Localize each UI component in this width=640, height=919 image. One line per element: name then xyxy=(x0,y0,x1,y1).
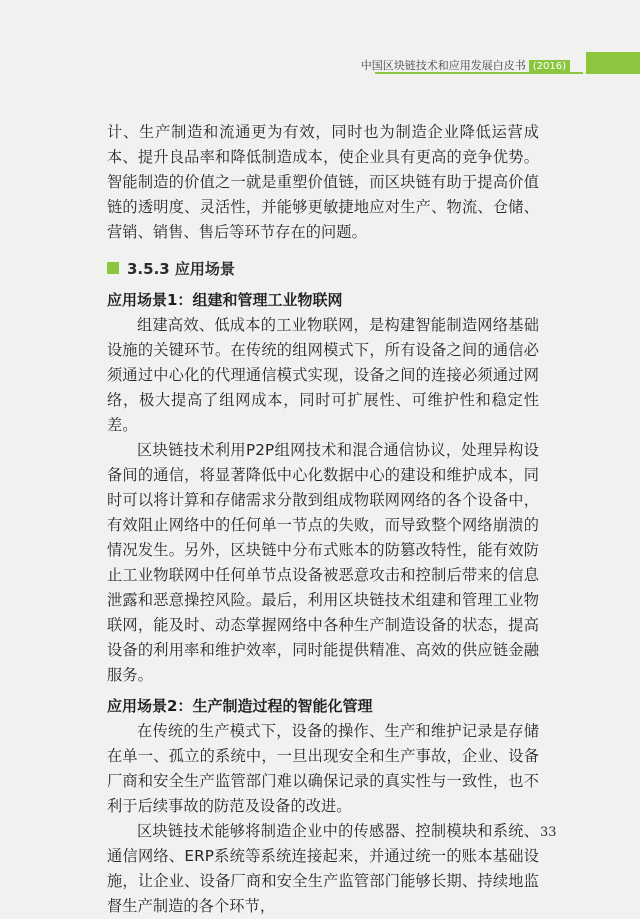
scenario-2-title: 应用场景2：生产制造过程的智能化管理 xyxy=(107,697,373,715)
header-accent-block xyxy=(586,52,640,74)
intro-paragraph: 计、生产制造和流通更为有效，同时也为制造企业降低运营成本、提升良品率和降低制造成本，使企业具有更高的竞争优势。智能制造的价值之一就是重塑价值链，而区块链有助于提高价值链的透明度、灵活性，并能够更敏捷地应对生产、物流、仓储、营销、销售、售后等环节存在的问题。 xyxy=(107,123,539,241)
page-body xyxy=(107,120,539,919)
section-heading xyxy=(107,254,539,282)
scenario-1-title: 应用场景1：组建和管理工业物联网 xyxy=(107,291,343,309)
scenario-1-paragraph-1: 组建高效、低成本的工业物联网，是构建智能制造网络基础设施的关键环节。在传统的组网模式下，所有设备之间的通信必须通过中心化的代理通信模式实现，设备之间的连接必须通过网络，极大提高了组网成本，同时可扩展性、可维护性和稳定性差。 xyxy=(107,316,539,434)
book-title: 中国区块链技术和应用发展白皮书 xyxy=(360,59,526,72)
year-badge: (2016) xyxy=(529,60,570,74)
header-rule xyxy=(375,72,583,74)
page-number: 33 xyxy=(540,825,557,840)
scenario-1-paragraph-2: 区块链技术利用P2P组网技术和混合通信协议，处理异构设备间的通信，将显著降低中心化数据中心的建设和维护成本，同时可以将计算和存储需求分散到组成物联网网络的各个设备中，有效阻止网络中的任何单一节点的失败，而导致整个网络崩溃的情况发生。另外，区块链中分布式账本的防篡改特性，能有效防止工业物联网中任何单节点设备被恶意攻击和控制后带来的信息泄露和恶意操控风险。最后，利用区块链技术组建和管理工业物联网，能及时、动态掌握网络中各种生产制造设备的状态，提高设备的利用率和维护效率，同时能提供精准、高效的供应链金融服务。 xyxy=(107,441,539,684)
section-title: 3.5.3 应用场景 xyxy=(127,259,235,278)
square-bullet-icon xyxy=(107,262,119,274)
scenario-2-paragraph-2: 区块链技术能够将制造企业中的传感器、控制模块和系统、通信网络、ERP系统等系统连接起来，并通过统一的账本基础设施，让企业、设备厂商和安全生产监管部门能够长期、持续地监督生产制造的各个环节， xyxy=(107,822,539,915)
scenario-2-paragraph-1: 在传统的生产模式下，设备的操作、生产和维护记录是存储在单一、孤立的系统中，一旦出现安全和生产事故，企业、设备厂商和安全生产监管部门难以确保记录的真实性与一致性，也不利于后续事故的防范及设备的改进。 xyxy=(107,722,539,815)
page-header xyxy=(0,0,640,78)
